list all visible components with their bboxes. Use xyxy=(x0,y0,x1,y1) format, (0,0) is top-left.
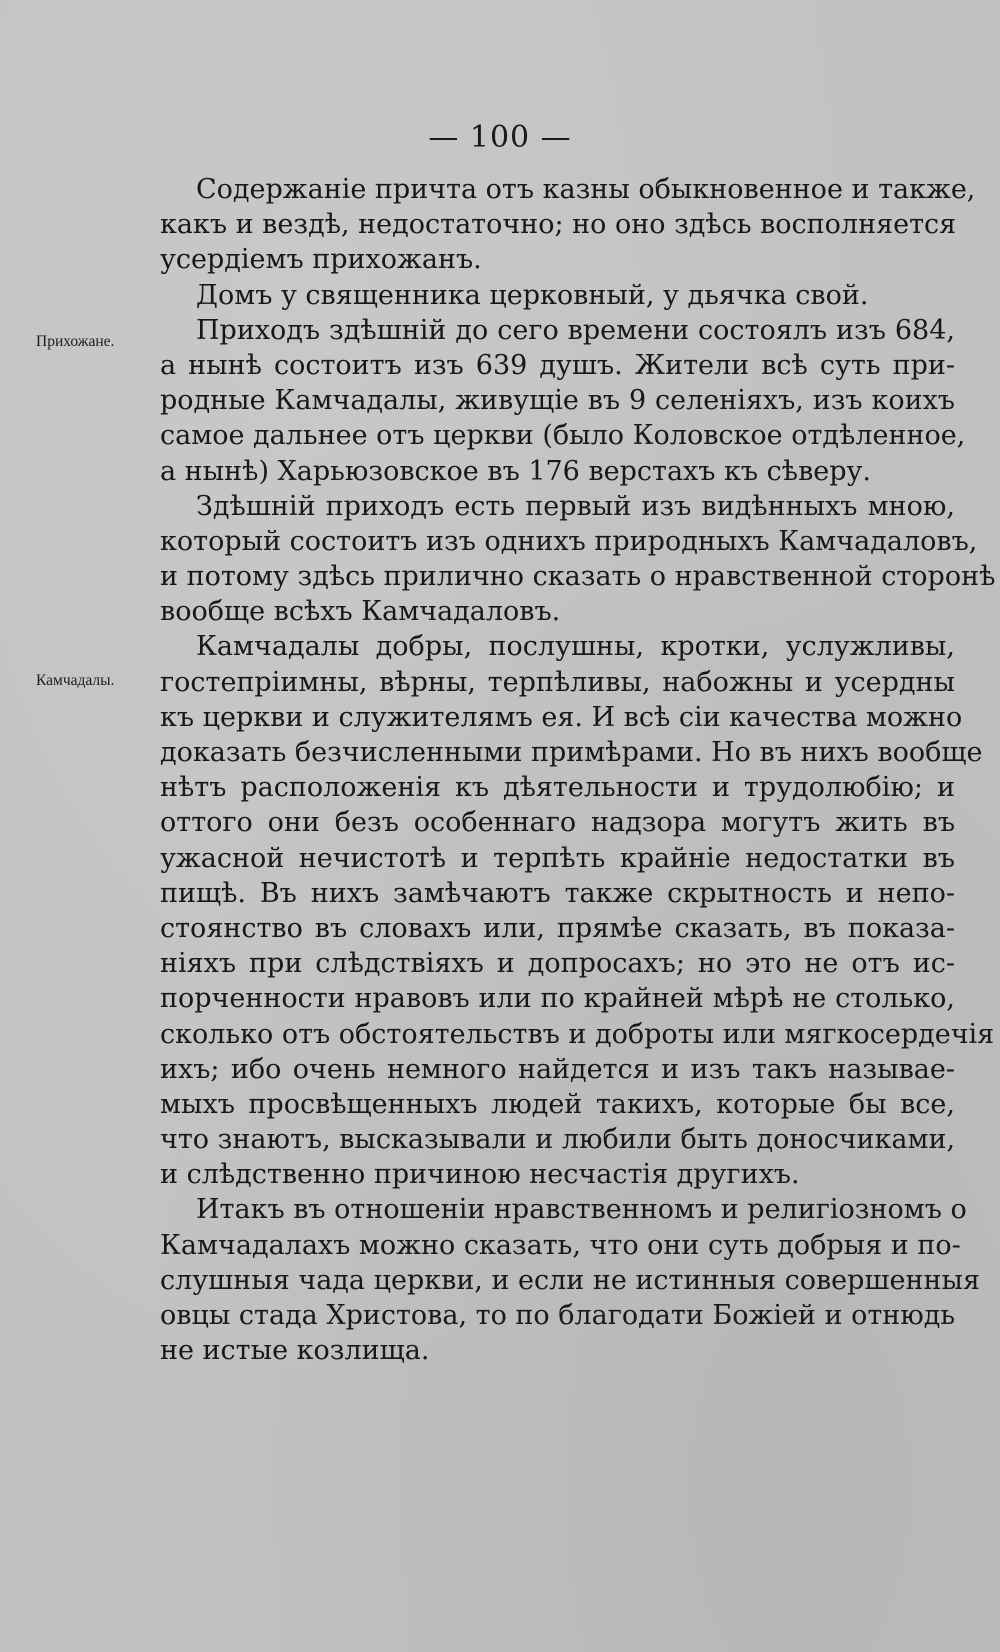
text-line: Итакъ въ отношеніи нравственномъ и религіозномъ о xyxy=(196,1194,967,1226)
text-line: нѣтъ расположенія къ дѣятельности и трудолюбію; и xyxy=(160,772,955,804)
text-line: сколько отъ обстоятельствъ и доброты или мягкосердечія xyxy=(160,1018,995,1050)
text-line: мыхъ просвѣщенныхъ людей такихъ, которые бы все, xyxy=(160,1088,955,1120)
text-line: овцы стада Христова, то по благодати Божіей и отнюдь xyxy=(160,1300,956,1331)
text-line: родные Камчадалы, живущіе въ 9 селеніяхъ, изъ коихъ xyxy=(160,385,955,417)
body-text xyxy=(160,172,996,1368)
text-line: и потому здѣсь прилично сказать о нравственной сторонѣ xyxy=(160,561,996,593)
text-line: Приходъ здѣшній до сего времени состоялъ изъ 684, xyxy=(196,314,955,346)
text-line: самое дальнее отъ церкви (было Коловское отдѣленное, xyxy=(160,420,966,452)
text-line: который состоитъ изъ однихъ природныхъ Камчадаловъ, xyxy=(160,525,978,557)
text-line: слушныя чада церкви, и если не истинныя совершенныя xyxy=(160,1264,981,1296)
text-line: ужасной нечистотѣ и терпѣть крайніе недостатки въ xyxy=(160,842,955,874)
text-line: къ церкви и служителямъ ея. И всѣ сіи качества можно xyxy=(160,701,963,733)
text-line: ніяхъ при слѣдствіяхъ и допросахъ; но это не отъ ис- xyxy=(160,948,955,980)
text-line: и слѣдственно причиною несчастія другихъ. xyxy=(160,1159,800,1191)
text-line: порченности нравовъ или по крайней мѣрѣ не столько, xyxy=(160,983,955,1015)
text-line: Здѣшній приходъ есть первый изъ видѣнныхъ мною, xyxy=(196,490,955,522)
text-line: а нынѣ) Харьюзовское въ 176 верстахъ къ сѣверу. xyxy=(160,455,872,487)
text-line: вообще всѣхъ Камчадаловъ. xyxy=(160,596,561,628)
text-line: Содержаніе причта отъ казны обыкновенное и также, xyxy=(196,174,976,205)
text-line: Домъ у священника церковный, у дьячка свой. xyxy=(196,279,869,311)
text-line: стоянство въ словахъ или, прямѣе сказать, въ показа- xyxy=(160,912,955,944)
text-line: гостепріимны, вѣрны, терпѣливы, набожны и усердны xyxy=(160,666,955,698)
text-line: Камчадалы добры, послушны, кротки, услужливы, xyxy=(196,631,955,663)
margin-note-parishioners: Прихожане. xyxy=(36,333,115,350)
text-line: какъ и вездѣ, недостаточно; но оно здѣсь восполняется xyxy=(160,209,957,241)
text-line: не истые козлища. xyxy=(160,1335,430,1367)
text-line: ихъ; ибо очень немного найдется и изъ такъ называе- xyxy=(160,1053,955,1085)
text-line: что знаютъ, высказывали и любили быть доносчиками, xyxy=(160,1124,956,1156)
page-number: — 100 — xyxy=(428,120,572,155)
text-line: оттого они безъ особеннаго надзора могутъ жить въ xyxy=(160,807,955,839)
text-line: Камчадалахъ можно сказать, что они суть добрыя и по- xyxy=(160,1229,961,1261)
text-line: усердіемъ прихожанъ. xyxy=(160,244,482,276)
text-line: доказать безчисленными примѣрами. Но въ нихъ вообще xyxy=(160,737,983,768)
text-line: а нынѣ состоитъ изъ 639 душъ. Жители всѣ суть при- xyxy=(160,349,955,381)
margin-note-kamchadals: Камчадалы. xyxy=(36,672,115,689)
text-line: пищѣ. Въ нихъ замѣчаютъ также скрытность и непо- xyxy=(160,877,955,909)
